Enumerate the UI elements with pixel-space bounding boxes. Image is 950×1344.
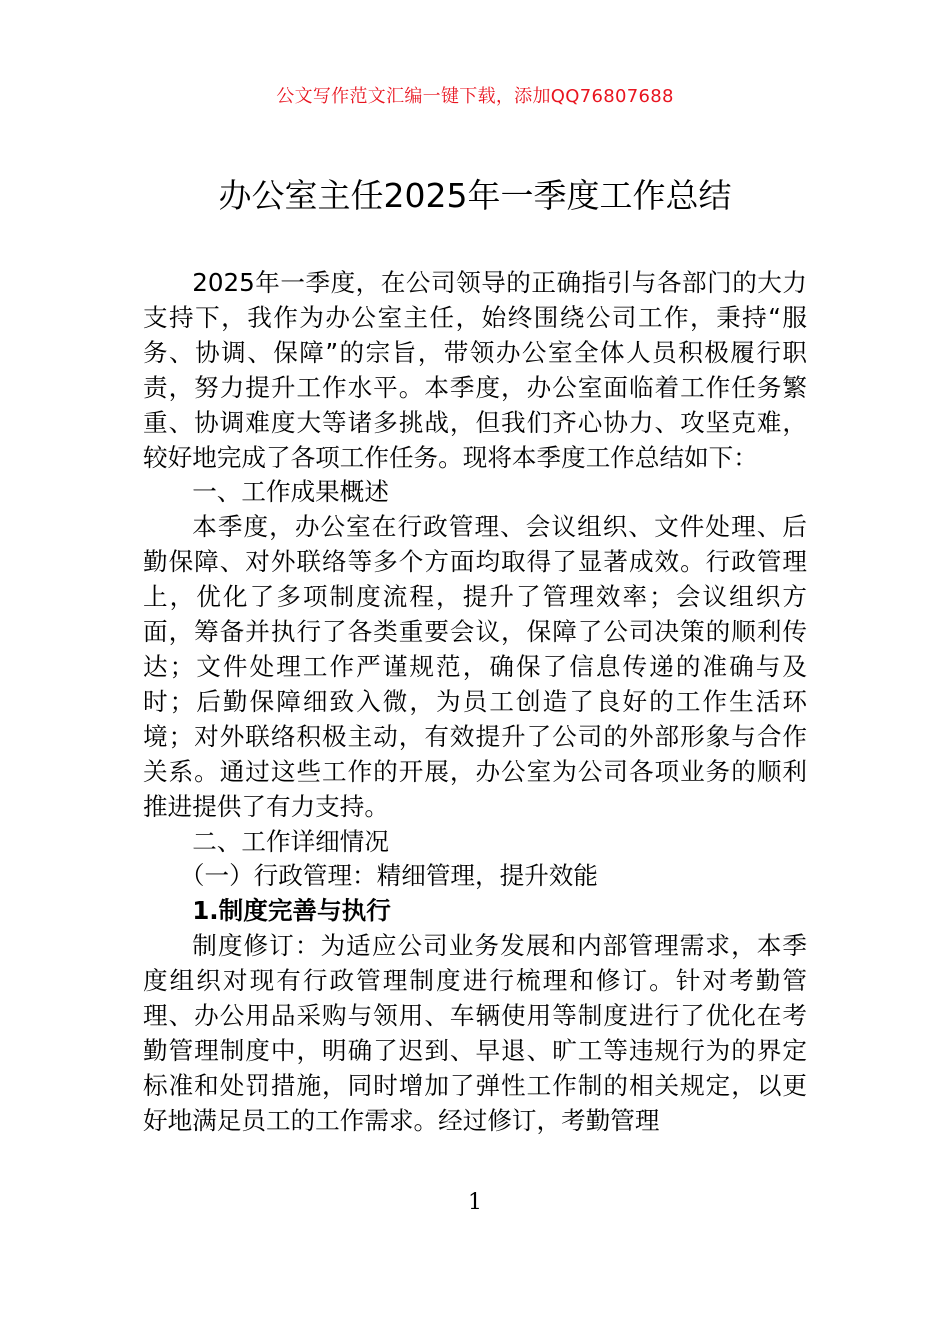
summary-paragraph: 本季度，办公室在行政管理、会议组织、文件处理、后勤保障、对外联络等多个方面均取得了显著成效。行政管理上，优化了多项制度流程，提升了管理效率；会议组织方面，筹备并执行了各类重要会议，保障了公司决策的顺利传达；文件处理工作严谨规范，确保了信息传递的准确与及时；后勤保障细致入微，为员工创造了良好的工作生活环境；对外联络积极主动，有效提升了公司的外部形象与合作关系。通过这些工作的开展，办公室为公司各项业务的顺利推进提供了有力支持。 — [143, 512, 807, 821]
page-number: 1 — [468, 1190, 482, 1215]
document-title: 办公室主任2025年一季度工作总结 — [218, 176, 732, 215]
item-heading-1: 1.制度完善与执行 — [192, 896, 391, 926]
download-banner: 公文写作范文汇编一键下载，添加QQ76807688 — [276, 86, 674, 107]
section-heading-1: 一、工作成果概述 — [192, 477, 389, 507]
subsection-heading-1: （一）行政管理：精细管理，提升效能 — [179, 861, 598, 891]
section-heading-2: 二、工作详细情况 — [192, 826, 389, 856]
regulation-paragraph: 制度修订：为适应公司业务发展和内部管理需求，本季度组织对现有行政管理制度进行梳理和修订。针对考勤管理、办公用品采购与领用、车辆使用等制度进行了优化在考勤管理制度中，明确了迟到、早退、旷工等违规行为的界定标准和处罚措施，同时增加了弹性工作制的相关规定，以更好地满足员工的工作需求。经过修订，考勤管理 — [143, 931, 807, 1135]
intro-paragraph: 2025年一季度，在公司领导的正确指引与各部门的大力支持下，我作为办公室主任，始终围绕公司工作，秉持“服务、协调、保障”的宗旨，带领办公室全体人员积极履行职责，努力提升工作水平。本季度，办公室面临着工作任务繁重、协调难度大等诸多挑战，但我们齐心协力、攻坚克难，较好地完成了各项工作任务。现将本季度工作总结如下： — [143, 268, 807, 472]
document-body — [143, 266, 807, 1139]
